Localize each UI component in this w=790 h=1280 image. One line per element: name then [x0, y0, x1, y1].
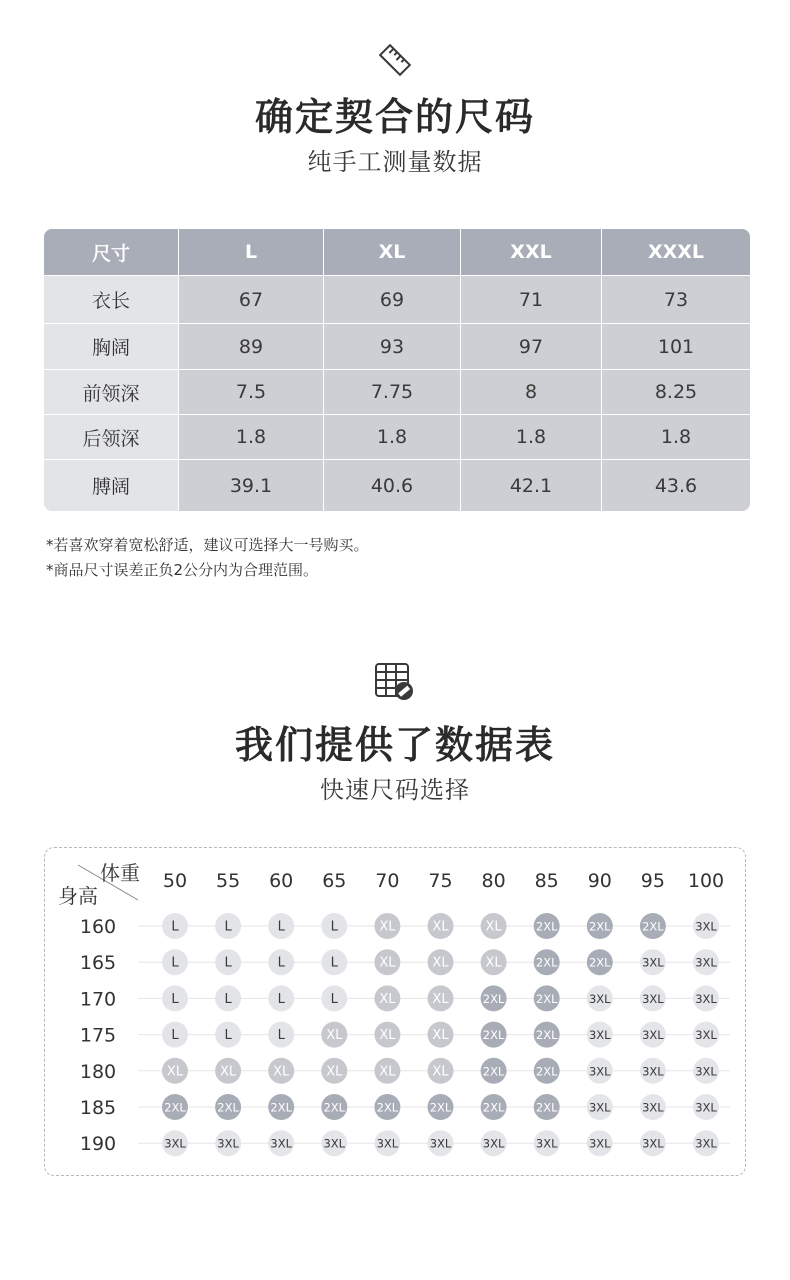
size-badge-label: 2XL — [535, 991, 558, 1006]
table-header-cell: XXXL — [602, 229, 750, 276]
size-badge-label: 3XL — [642, 991, 664, 1006]
height-tick-label: 160 — [79, 916, 117, 938]
size-badge-label: 3XL — [482, 1136, 505, 1151]
height-axis-label: 身高 — [58, 884, 98, 908]
size-badge-label: 3XL — [588, 1100, 611, 1115]
size-badge-label: 2XL — [642, 919, 664, 934]
table-row-label: 膊阔 — [44, 460, 179, 511]
size-badge-label: 3XL — [642, 1028, 664, 1043]
size-badge-label: L — [224, 919, 232, 935]
table-cell: 40.6 — [324, 460, 461, 511]
size-badge-label: 3XL — [642, 1100, 664, 1115]
table-cell: 1.8 — [602, 415, 750, 460]
size-badge-label: 3XL — [588, 1028, 611, 1043]
size-badge-label: 2XL — [270, 1100, 293, 1115]
size-badge-label: 3XL — [695, 1028, 717, 1043]
table-cell: 1.8 — [324, 415, 461, 460]
table-row-label: 衣长 — [44, 276, 179, 324]
table-cell: 7.75 — [324, 370, 461, 415]
weight-tick-label: 95 — [640, 870, 665, 892]
table-header-cell: L — [179, 229, 324, 276]
size-badge-label: 3XL — [535, 1136, 558, 1151]
size-badge-label: 2XL — [535, 1028, 558, 1043]
table-row-label: 前领深 — [44, 370, 179, 415]
table-cell: 101 — [602, 324, 750, 370]
weight-tick-label: 50 — [162, 870, 188, 892]
size-badge-label: L — [330, 991, 338, 1007]
size-badge-label: 2XL — [535, 955, 558, 970]
section-subtitle: 纯手工测量数据 — [307, 148, 483, 176]
table-cell: 93 — [324, 324, 461, 370]
height-tick-label: 180 — [79, 1060, 117, 1083]
size-badge-label: L — [171, 991, 179, 1007]
size-badge-label: L — [277, 1028, 285, 1044]
height-tick-label: 185 — [79, 1097, 117, 1119]
size-badge-label: 3XL — [695, 955, 717, 970]
size-badge-label: L — [171, 919, 179, 935]
size-badge-label: 2XL — [535, 1064, 558, 1079]
size-badge-label: L — [171, 1028, 179, 1044]
size-badge-label: 2XL — [588, 919, 611, 934]
table-header-cell: XXL — [461, 229, 602, 276]
size-badge-label: XL — [379, 1064, 396, 1080]
table-cell: 89 — [179, 324, 324, 370]
size-badge-label: XL — [166, 1064, 184, 1080]
weight-tick-label: 80 — [481, 870, 506, 892]
size-badge-label: 3XL — [642, 1064, 664, 1079]
table-cell: 1.8 — [461, 415, 602, 460]
size-badge-label: 2XL — [535, 919, 558, 934]
size-badge-label: L — [330, 955, 338, 971]
size-badge-label: L — [171, 955, 179, 971]
table-cell: 73 — [602, 276, 750, 324]
size-badge-label: 2XL — [482, 1100, 505, 1115]
size-badge-label: 3XL — [695, 1064, 717, 1079]
size-badge-label: XL — [432, 1064, 449, 1080]
weight-tick-label: 55 — [216, 870, 241, 892]
size-badge-label: XL — [432, 955, 449, 971]
size-badge-label: L — [277, 955, 285, 971]
size-badge-label: XL — [379, 955, 396, 971]
weight-tick-label: 60 — [269, 870, 294, 892]
height-tick-label: 175 — [79, 1024, 117, 1047]
size-badge-label: 2XL — [323, 1100, 346, 1115]
size-badge-label: XL — [432, 1028, 449, 1044]
table-row-label: 胸阔 — [44, 324, 179, 370]
size-badge-label: 2XL — [429, 1100, 452, 1115]
size-badge-label: L — [277, 919, 285, 935]
table-header-cell: XL — [324, 229, 461, 276]
size-badge-label: L — [277, 991, 285, 1007]
height-tick-label: 165 — [79, 952, 117, 975]
table-cell: 7.5 — [179, 370, 324, 415]
table-row-label: 后领深 — [44, 415, 179, 460]
table-cell: 97 — [461, 324, 602, 370]
size-badge-label: L — [224, 955, 232, 971]
section-title: 确定契合的尺码 — [254, 95, 535, 139]
size-badge-label: L — [330, 919, 338, 935]
weight-tick-label: 70 — [375, 870, 400, 892]
size-badge-label: 3XL — [695, 991, 717, 1006]
size-badge-label: 2XL — [217, 1100, 239, 1115]
table-cell: 71 — [461, 276, 602, 324]
size-badge-label: 2XL — [535, 1100, 558, 1115]
size-badge-label: 2XL — [588, 955, 611, 970]
table-cell: 1.8 — [179, 415, 324, 460]
size-badge-label: L — [224, 991, 232, 1007]
weight-tick-label: 85 — [534, 870, 559, 892]
weight-tick-label: 65 — [322, 870, 347, 892]
size-badge-label: 3XL — [588, 1064, 611, 1079]
size-badge-label: 3XL — [270, 1136, 293, 1151]
table-cell: 67 — [179, 276, 324, 324]
size-badge-label: 2XL — [376, 1100, 399, 1115]
size-badge-label: 3XL — [376, 1136, 399, 1151]
table-cell: 43.6 — [602, 460, 750, 511]
size-badge-label: XL — [326, 1028, 343, 1044]
section-title-2: 我们提供了数据表 — [234, 723, 555, 767]
size-badge-label: 3XL — [429, 1136, 452, 1151]
size-badge-label: 3XL — [642, 955, 664, 970]
weight-axis-label: 体重 — [100, 861, 140, 885]
size-badge-label: 2XL — [482, 991, 505, 1006]
table-cell: 8 — [461, 370, 602, 415]
size-badge-label: XL — [485, 955, 502, 971]
size-badge-label: 3XL — [164, 1136, 186, 1151]
table-cell: 42.1 — [461, 460, 602, 511]
size-badge-label: XL — [220, 1064, 237, 1080]
weight-tick-label: 100 — [687, 870, 725, 892]
size-badge-label: 3XL — [323, 1136, 346, 1151]
size-badge-label: 2XL — [482, 1064, 505, 1079]
size-badge-label: XL — [432, 991, 449, 1007]
weight-tick-label: 75 — [428, 870, 453, 892]
note-measurement-error: *商品尺寸误差正负2公分内为合理范围。 — [46, 561, 319, 579]
size-badge-label: XL — [379, 919, 396, 935]
height-tick-label: 190 — [79, 1133, 117, 1156]
table-cell: 39.1 — [179, 460, 324, 511]
size-badge-label: 3XL — [588, 991, 611, 1006]
table-cell: 69 — [324, 276, 461, 324]
size-badge-label: 3XL — [217, 1136, 239, 1151]
note-loose-fit: *若喜欢穿着宽松舒适，建议可选择大一号购买。 — [46, 536, 369, 554]
table-cell: 8.25 — [602, 370, 750, 415]
size-badge-label: XL — [485, 919, 502, 935]
size-badge-label: 3XL — [695, 1100, 717, 1115]
size-badge-label: XL — [432, 919, 449, 935]
section-subtitle-2: 快速尺码选择 — [320, 776, 470, 804]
height-tick-label: 170 — [79, 988, 117, 1011]
size-badge-label: 2XL — [164, 1100, 186, 1115]
size-badge-label: XL — [379, 1028, 396, 1044]
size-badge-label: 3XL — [588, 1136, 611, 1151]
size-badge-label: 3XL — [695, 1136, 717, 1151]
size-badge-label: 3XL — [695, 919, 717, 934]
size-badge-label: XL — [379, 991, 396, 1007]
size-badge-label: 3XL — [642, 1136, 664, 1151]
size-badge-label: L — [224, 1028, 232, 1044]
size-badge-label: XL — [273, 1064, 290, 1080]
size-badge-label: XL — [326, 1064, 343, 1080]
size-badge-label: 2XL — [482, 1028, 505, 1043]
table-header-cell: 尺寸 — [44, 229, 179, 276]
weight-tick-label: 90 — [587, 870, 612, 892]
